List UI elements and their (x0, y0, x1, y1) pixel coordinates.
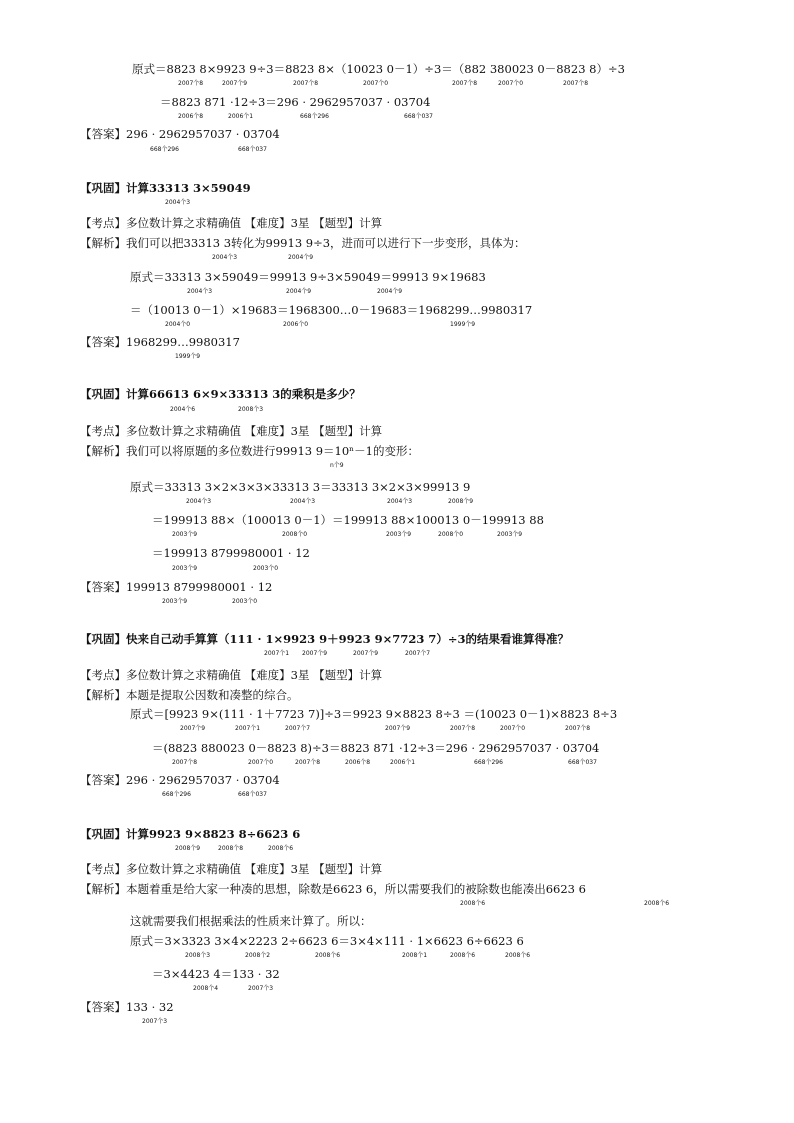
digit-count-subscript: 2006个8 (345, 759, 371, 766)
text-line: 【考点】多位数计算之求精确值 【难度】3星 【题型】计算 (80, 424, 383, 438)
digit-count-subscript: 2006个1 (390, 759, 416, 766)
digit-count-subscript: 2007个8 (565, 725, 591, 732)
text-line: 【考点】多位数计算之求精确值 【难度】3星 【题型】计算 (80, 862, 383, 876)
digit-count-subscript: 2007个7 (285, 725, 311, 732)
text-line: 【巩固】计算33313 3×59049 (80, 181, 251, 195)
digit-count-subscript: 2004个9 (288, 254, 314, 261)
digit-count-subscript: 2007个3 (248, 985, 274, 992)
digit-count-subscript: 2007个0 (498, 80, 524, 87)
text-line: 这就需要我们根据乘法的性质来计算了。所以： (130, 914, 372, 928)
text-line: 【答案】1968299…9980317 (80, 335, 240, 349)
digit-count-subscript: 2008个9 (175, 845, 201, 852)
digit-count-subscript: 2008个0 (282, 531, 308, 538)
digit-count-subscript: 2007个8 (172, 759, 198, 766)
digit-count-subscript: 2006个1 (228, 113, 254, 120)
text-line: ＝3×4423 4＝133 · 32 (152, 967, 280, 981)
digit-count-subscript: 2003个9 (386, 531, 412, 538)
digit-count-subscript: 2006个0 (283, 321, 309, 328)
text-line: 原式＝33313 3×2×3×3×33313 3＝33313 3×2×3×99913 9 (130, 480, 471, 494)
text-line: 原式＝[9923 9×(111 · 1＋7723 7)]÷3＝9923 9×8823 8÷3 ＝(10023 0－1)×8823 8÷3 (130, 707, 618, 721)
text-line: 【解析】本题着重是给大家一种凑的思想，除数是6623 6，所以需要我们的被除数也能凑出6623 6 (80, 882, 586, 896)
digit-count-subscript: 2008个6 (268, 845, 294, 852)
digit-count-subscript: 2008个3 (185, 952, 211, 959)
digit-count-subscript: 2008个2 (245, 952, 271, 959)
digit-count-subscript: 2008个9 (448, 498, 474, 505)
digit-count-subscript: 2007个0 (500, 725, 526, 732)
digit-count-subscript: 2007个8 (178, 80, 204, 87)
digit-count-subscript: 668个037 (238, 791, 267, 798)
text-line: 原式＝8823 8×9923 9÷3＝8823 8×（10023 0－1）÷3＝（882 380023 0－8823 8）÷3 (132, 62, 625, 76)
digit-count-subscript: 2003个9 (172, 531, 198, 538)
digit-count-subscript: 2007个0 (248, 759, 274, 766)
digit-count-subscript: 2008个4 (193, 985, 219, 992)
digit-count-subscript: 668个296 (150, 146, 179, 153)
digit-count-subscript: 2007个8 (452, 80, 478, 87)
digit-count-subscript: 2004个3 (187, 288, 213, 295)
digit-count-subscript: 1999个9 (450, 321, 476, 328)
digit-count-subscript: 2003个9 (497, 531, 523, 538)
text-line: ＝8823 871 ·12÷3＝296 · 2962957037 · 03704 (160, 95, 431, 109)
text-line: 【答案】199913 8799980001 · 12 (80, 580, 273, 594)
digit-count-subscript: n个9 (330, 462, 344, 469)
digit-count-subscript: 2007个9 (353, 650, 379, 657)
digit-count-subscript: 2008个3 (238, 406, 264, 413)
digit-count-subscript: 2007个1 (264, 650, 290, 657)
text-line: 原式＝33313 3×59049＝99913 9÷3×59049＝99913 9×19683 (130, 270, 486, 284)
text-line: 【解析】我们可以将原题的多位数进行99913 9＝10ⁿ－1的变形： (80, 444, 419, 458)
digit-count-subscript: 2007个7 (405, 650, 431, 657)
digit-count-subscript: 2004个3 (387, 498, 413, 505)
digit-count-subscript: 2004个6 (170, 406, 196, 413)
digit-count-subscript: 668个296 (162, 791, 191, 798)
text-line: 【解析】本题是提取公因数和凑整的综合。 (80, 688, 299, 702)
digit-count-subscript: 2007个9 (385, 725, 411, 732)
text-line: 【巩固】计算66613 6×9×33313 3的乘积是多少？ (80, 387, 361, 401)
digit-count-subscript: 2003个0 (253, 565, 279, 572)
digit-count-subscript: 2007个9 (302, 650, 328, 657)
digit-count-subscript: 2008个6 (460, 900, 486, 907)
digit-count-subscript: 2004个9 (286, 288, 312, 295)
text-line: ＝(8823 880023 0－8823 8)÷3＝8823 871 ·12÷3＝296 · 2962957037 · 03704 (152, 741, 600, 755)
digit-count-subscript: 2004个3 (212, 254, 238, 261)
digit-count-subscript: 2007个8 (293, 80, 319, 87)
digit-count-subscript: 2007个8 (450, 725, 476, 732)
digit-count-subscript: 2004个3 (186, 498, 212, 505)
text-line: 原式＝3×3323 3×4×2223 2÷6623 6＝3×4×111 · 1×6623 6÷6623 6 (130, 934, 524, 948)
text-line: ＝（10013 0－1）×19683＝1968300…0－19683＝1968299…9980317 (130, 303, 533, 317)
digit-count-subscript: 2007个0 (363, 80, 389, 87)
text-line: 【答案】296 · 2962957037 · 03704 (80, 127, 280, 141)
text-line: ＝199913 8799980001 · 12 (152, 546, 310, 560)
digit-count-subscript: 2007个9 (222, 80, 248, 87)
digit-count-subscript: 2004个9 (377, 288, 403, 295)
digit-count-subscript: 668个296 (300, 113, 329, 120)
text-line: 【考点】多位数计算之求精确值 【难度】3星 【题型】计算 (80, 668, 383, 682)
text-line: 【巩固】快来自己动手算算（111 · 1×9923 9＋9923 9×7723 7）÷3的结果看谁算得准？ (80, 632, 569, 646)
digit-count-subscript: 2008个1 (402, 952, 428, 959)
digit-count-subscript: 2003个9 (172, 565, 198, 572)
digit-count-subscript: 2007个8 (295, 759, 321, 766)
digit-count-subscript: 2006个8 (178, 113, 204, 120)
digit-count-subscript: 1999个9 (175, 353, 201, 360)
digit-count-subscript: 2008个8 (218, 845, 244, 852)
text-line: ＝199913 88×（100013 0－1）＝199913 88×100013 0－199913 88 (152, 513, 544, 527)
digit-count-subscript: 2007个3 (142, 1018, 168, 1025)
digit-count-subscript: 2008个6 (315, 952, 341, 959)
digit-count-subscript: 2008个6 (644, 900, 670, 907)
digit-count-subscript: 2003个0 (232, 598, 258, 605)
digit-count-subscript: 2004个3 (165, 199, 191, 206)
text-line: 【解析】我们可以把33313 3转化为99913 9÷3，进而可以进行下一步变形，具体为： (80, 236, 526, 250)
text-line: 【考点】多位数计算之求精确值 【难度】3星 【题型】计算 (80, 216, 383, 230)
text-line: 【答案】133 · 32 (80, 1000, 174, 1014)
digit-count-subscript: 2008个0 (438, 531, 464, 538)
digit-count-subscript: 668个296 (474, 759, 503, 766)
digit-count-subscript: 2008个6 (505, 952, 531, 959)
digit-count-subscript: 668个037 (404, 113, 433, 120)
digit-count-subscript: 2004个3 (290, 498, 316, 505)
digit-count-subscript: 2003个9 (162, 598, 188, 605)
text-line: 【巩固】计算9923 9×8823 8÷6623 6 (80, 827, 301, 841)
digit-count-subscript: 2007个9 (180, 725, 206, 732)
digit-count-subscript: 2007个1 (235, 725, 261, 732)
digit-count-subscript: 668个037 (238, 146, 267, 153)
digit-count-subscript: 2008个6 (450, 952, 476, 959)
text-line: 【答案】296 · 2962957037 · 03704 (80, 773, 280, 787)
digit-count-subscript: 668个037 (568, 759, 597, 766)
digit-count-subscript: 2007个8 (563, 80, 589, 87)
digit-count-subscript: 2004个0 (165, 321, 191, 328)
